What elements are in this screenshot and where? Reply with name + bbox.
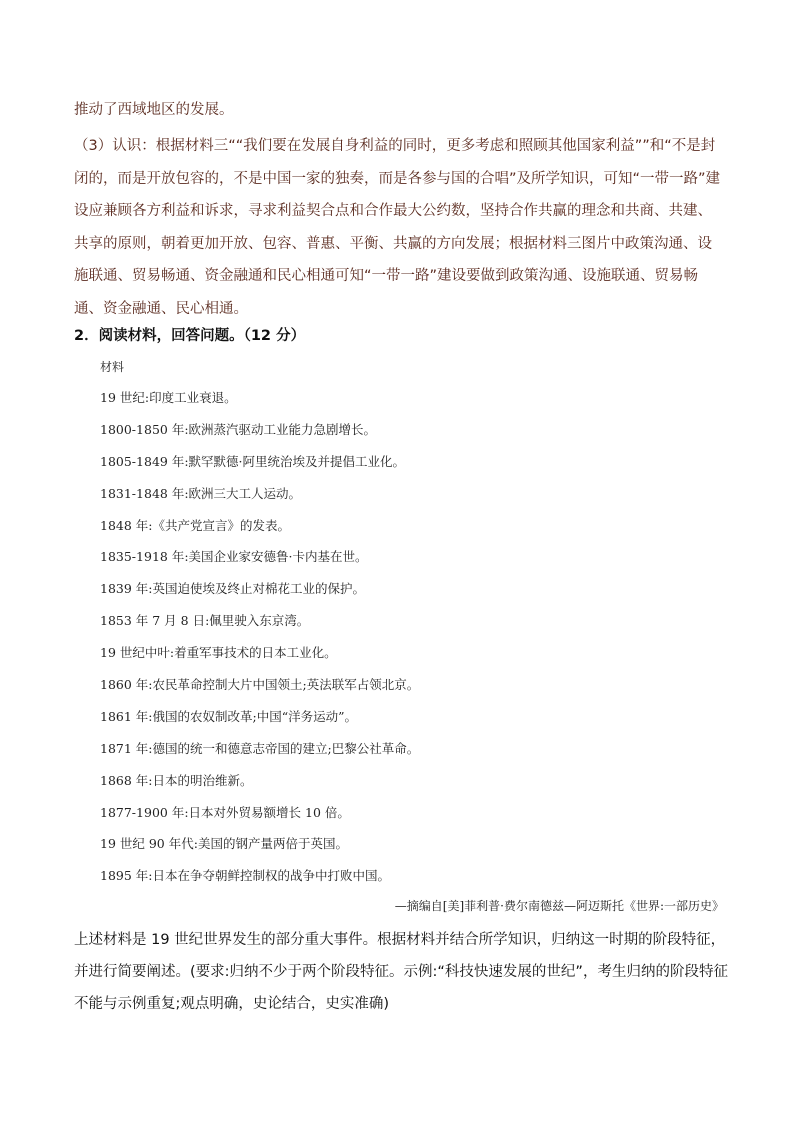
event-item: 1877-1900 年:日本对外贸易额增长 10 倍。 [100,804,350,820]
event-item: 1871 年:德国的统一和德意志帝国的建立;巴黎公社革命。 [100,740,420,756]
event-item: 19 世纪:印度工业衰退。 [100,390,237,405]
event-item: 19 世纪中叶:着重军事技术的日本工业化。 [100,645,337,661]
material-label: 材料 [100,360,125,374]
event-item: 1853 年 7 月 8 日:佩里驶入东京湾。 [100,613,310,629]
answer-top-line: 推动了西域地区的发展。 [74,102,234,118]
event-item: 1861 年:俄国的农奴制改革;中国“洋务运动”。 [100,708,357,724]
event-item: 1860 年:农民革命控制大片中国领土;英法联军占领北京。 [100,677,420,693]
question-prompt: 上述材料是 19 世纪世界发生的部分重大事件。根据材料并结合所学知识，归纳这一时期的阶段特征，并进行简要阐述。(要求:归纳不少于两个阶段特征。示例:“科技快速发展的世纪”，考生归纳的阶段特征不能与示例重复;观点明确，史论结合，史实准确) [74,932,728,1012]
event-item: 19 世纪 90 年代:美国的钢产量两倍于英国。 [100,836,348,852]
answer-continuation [74,94,724,127]
event-item: 1835-1918 年:美国企业家安德鲁·卡内基在世。 [100,549,368,565]
event-item: 1805-1849 年:默罕默德·阿里统治埃及并提倡工业化。 [100,453,406,469]
event-item: 1839 年:英国迫使埃及终止对棉花工业的保护。 [100,581,365,597]
event-item: 1800-1850 年:欧洲蒸汽驱动工业能力急剧增长。 [100,421,377,437]
event-list [100,388,419,898]
answer-part3 [74,130,724,325]
event-item: 1848 年:《共产党宣言》的发表。 [100,517,290,533]
event-item: 1868 年:日本的明治维新。 [100,772,253,788]
question2-heading: 2．阅读材料，回答问题。（12 分） [74,328,306,344]
answer-part3-text: （3）认识：根据材料三““我们要在发展自身利益的同时，更多考虑和照顾其他国家利益””和“不是封闭的，而是开放包容的，不是中国一家的独奏，而是各参与国的合唱”及所学知识，可知“一带一路”建设应兼顾各方利益和诉求，寻求利益契合点和合作最大公约数，坚持合作共赢的理念和共商、共建、共享的原则，朝着更加开放、包容、普惠、平衡、共赢的方向发展；根据材料三图片中政策沟通、设施联通、贸易畅通、资金融通和民心相通可知“一带一路”建设要做到政策沟通、设施联通、贸易畅通、资金融通、民心相通。 [74,138,721,317]
event-item: 1831-1848 年:欧洲三大工人运动。 [100,485,302,501]
event-item: 1895 年:日本在争夺朝鲜控制权的战争中打败中国。 [100,868,390,884]
material-source: —摘编自[美]菲利普·费尔南德兹—阿迈斯托《世界:一部历史》 [394,899,724,913]
